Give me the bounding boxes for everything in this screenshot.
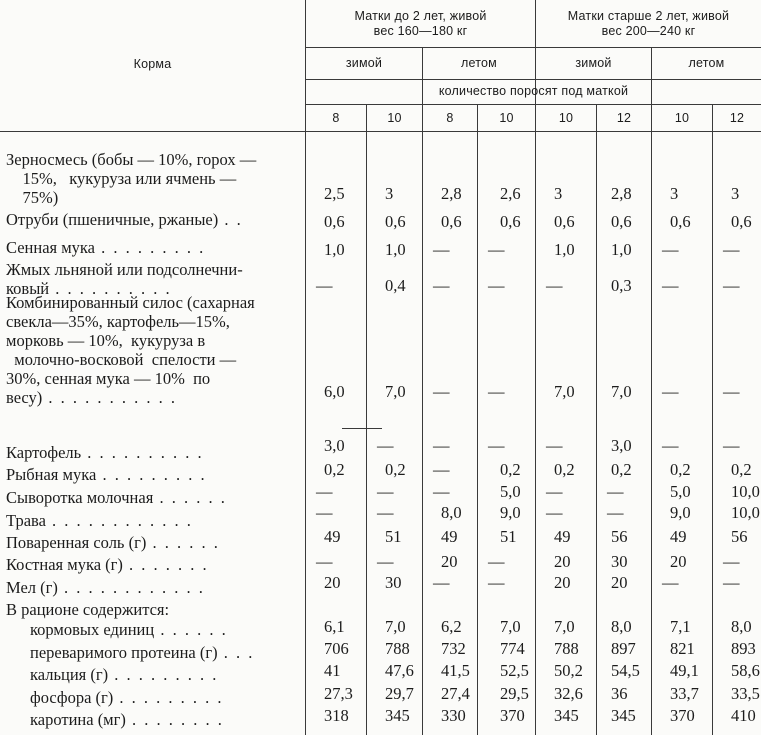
value-cell: 6,2 <box>441 617 462 636</box>
col-divider-1 <box>366 104 367 735</box>
value-cell: — <box>316 503 333 522</box>
feed-name <box>6 555 298 574</box>
leader-dots: . . . . . . . . . . . <box>42 388 178 407</box>
group-young-line1: Матки до 2 лет, живой <box>354 9 487 23</box>
value-cell: 52,5 <box>500 661 529 680</box>
value-cell: — <box>488 552 505 571</box>
leader-dots: . . . . . . . . <box>125 710 224 729</box>
feed-name-text: Комбинированный силос (сахарная <box>6 293 255 312</box>
value-cell: 49 <box>324 527 341 546</box>
value-cell: 41,5 <box>441 661 470 680</box>
value-cell: 732 <box>441 639 466 658</box>
value-cell: — <box>723 436 740 455</box>
value-cell: 7,0 <box>500 617 521 636</box>
feed-name-text: Мел (г) <box>6 578 58 597</box>
value-cell: 5,0 <box>500 482 521 501</box>
leader-dots: . . . . . . . . . <box>113 688 224 707</box>
feed-name-line <box>6 388 298 407</box>
value-cell: — <box>433 240 450 259</box>
col-divider-5 <box>596 104 597 735</box>
value-cell: 3 <box>554 184 563 203</box>
feed-name <box>6 293 298 407</box>
feed-name-text: Костная мука (г) <box>6 555 123 574</box>
value-cell: 0,2 <box>385 460 406 479</box>
feed-name-text: Трава <box>6 511 46 530</box>
value-cell: 0,6 <box>731 212 752 231</box>
value-cell: — <box>607 482 624 501</box>
leader-dots: . . . . . . . . . . . . <box>45 511 193 530</box>
value-cell: — <box>316 276 333 295</box>
feed-name-line <box>6 312 298 331</box>
value-cell: 0,6 <box>324 212 345 231</box>
value-cell: 36 <box>611 684 628 703</box>
group-old-header <box>536 9 761 39</box>
leader-dots: . . . . . . <box>146 533 220 552</box>
feed-name-text: 75%) <box>6 188 59 207</box>
col-divider-3 <box>477 104 478 735</box>
value-cell: 2,5 <box>324 184 345 203</box>
value-cell: 58,6 <box>731 661 760 680</box>
leader-dots: . . . . . . . . . . <box>49 279 172 298</box>
piglet-count-cell: 8 <box>332 111 340 125</box>
feed-name-text: 30%, сенная мука — 10% по <box>6 369 211 388</box>
value-cell: 2,8 <box>441 184 462 203</box>
group-young-header <box>306 9 535 39</box>
value-cell: 2,6 <box>500 184 521 203</box>
value-cell: 47,6 <box>385 661 414 680</box>
value-cell: 0,2 <box>611 460 632 479</box>
young-summer-header: летом <box>461 56 497 70</box>
value-cell: 0,2 <box>324 460 345 479</box>
group-old-line1: Матки старше 2 лет, живой <box>567 9 730 23</box>
feed-name-line <box>6 620 298 639</box>
value-cell: 20 <box>554 552 571 571</box>
value-cell: 7,0 <box>385 382 406 401</box>
leader-dots: . . <box>218 210 243 229</box>
value-cell: 345 <box>554 706 579 725</box>
feed-name-text: весу) <box>6 388 43 407</box>
leader-dots: . . . . . . . . . <box>95 238 206 257</box>
value-cell: 0,6 <box>611 212 632 231</box>
value-cell: 318 <box>324 706 349 725</box>
value-cell: 706 <box>324 639 349 658</box>
feed-name-line <box>6 511 298 530</box>
feed-name-line <box>6 169 298 188</box>
value-cell: 20 <box>441 552 458 571</box>
feed-name <box>6 578 298 597</box>
value-cell: 7,0 <box>554 617 575 636</box>
value-cell: 0,2 <box>500 460 521 479</box>
feed-name-text: фосфора (г) <box>30 688 114 707</box>
value-cell: — <box>377 482 394 501</box>
value-cell: 3 <box>731 184 740 203</box>
value-cell: 49 <box>554 527 571 546</box>
value-cell: 50,2 <box>554 661 583 680</box>
value-cell: 788 <box>554 639 579 658</box>
leader-dots: . . . . . . <box>153 488 227 507</box>
feed-name-line <box>6 293 298 312</box>
feed-name <box>6 710 298 729</box>
feed-name <box>6 465 298 484</box>
value-cell: 8,0 <box>731 617 752 636</box>
feed-name-line <box>6 443 298 462</box>
value-cell: 0,6 <box>441 212 462 231</box>
feed-name-line <box>6 238 298 257</box>
value-cell: 0,2 <box>731 460 752 479</box>
value-cell: 1,0 <box>324 240 345 259</box>
feed-name <box>6 688 298 707</box>
feed-name <box>6 443 298 462</box>
value-cell: — <box>316 552 333 571</box>
value-cell: 20 <box>670 552 687 571</box>
value-cell: — <box>433 460 450 479</box>
col-divider-7 <box>712 104 713 735</box>
old-winter-header: зимой <box>575 56 612 70</box>
value-cell: 49,1 <box>670 661 699 680</box>
leader-dots: . . . <box>217 643 255 662</box>
feed-name-line <box>6 688 298 707</box>
value-cell: — <box>377 436 394 455</box>
value-cell: — <box>546 482 563 501</box>
feed-name-line <box>6 710 298 729</box>
feed-name <box>6 600 298 619</box>
value-cell: 3 <box>670 184 679 203</box>
feed-name-line <box>6 665 298 684</box>
feed-name-line <box>6 350 298 369</box>
value-cell: 30 <box>611 552 628 571</box>
feed-name-text: В рационе содержится: <box>6 600 170 619</box>
value-cell: 20 <box>554 573 571 592</box>
value-cell: — <box>488 240 505 259</box>
value-cell: 774 <box>500 639 525 658</box>
value-cell: 33,5 <box>731 684 760 703</box>
value-cell: — <box>433 573 450 592</box>
feed-name-line <box>6 465 298 484</box>
feed-name-line <box>6 578 298 597</box>
feed-name-text: каротина (мг) <box>30 710 126 729</box>
feed-name-text: Рыбная мука <box>6 465 97 484</box>
leader-dots: . . . . . . . . . . . . <box>57 578 205 597</box>
feed-name-text: морковь — 10%, кукуруза в <box>6 331 206 350</box>
leader-dots: . . . . . . . . . <box>96 465 207 484</box>
value-cell: 29,5 <box>500 684 529 703</box>
value-cell: 897 <box>611 639 636 658</box>
feed-name-line <box>6 600 298 619</box>
piglets-header: количество поросят под маткой <box>438 84 629 98</box>
value-cell: — <box>546 436 563 455</box>
group-old-line2: вес 200—240 кг <box>601 24 696 38</box>
value-cell: 7,0 <box>611 382 632 401</box>
value-cell: — <box>607 503 624 522</box>
value-cell: 27,3 <box>324 684 353 703</box>
value-cell: — <box>433 276 450 295</box>
value-cell: — <box>723 382 740 401</box>
value-cell: 32,6 <box>554 684 583 703</box>
value-cell: 821 <box>670 639 695 658</box>
value-cell: 345 <box>385 706 410 725</box>
piglet-count-cell: 12 <box>616 111 632 125</box>
value-cell: 20 <box>611 573 628 592</box>
col-divider-2 <box>422 104 423 735</box>
value-cell: 8,0 <box>441 503 462 522</box>
value-cell: — <box>546 276 563 295</box>
value-cell: 410 <box>731 706 756 725</box>
feed-name <box>6 488 298 507</box>
feed-name <box>6 665 298 684</box>
feed-name-line <box>6 331 298 350</box>
header-bottom-rule <box>0 131 761 132</box>
value-cell: 51 <box>385 527 402 546</box>
feed-name-text: Сенная мука <box>6 238 96 257</box>
value-cell: — <box>433 436 450 455</box>
piglets-rule <box>305 104 761 105</box>
value-cell: 893 <box>731 639 756 658</box>
value-cell: 345 <box>611 706 636 725</box>
season-rule <box>305 79 761 80</box>
feed-name-line <box>6 150 298 169</box>
value-cell: — <box>488 276 505 295</box>
value-cell: 10,0 <box>731 482 760 501</box>
value-cell: 56 <box>611 527 628 546</box>
value-cell: — <box>377 552 394 571</box>
value-cell: — <box>316 482 333 501</box>
value-cell: — <box>433 382 450 401</box>
piglet-count-cell: 10 <box>499 111 514 125</box>
value-cell: 20 <box>324 573 341 592</box>
piglet-count-cell: 10 <box>674 111 690 125</box>
feed-name <box>6 643 298 662</box>
value-cell: 7,0 <box>554 382 575 401</box>
feeds-header-label: Корма <box>133 57 172 71</box>
feed-name-text: кормовых единиц <box>30 620 155 639</box>
col-divider-6 <box>651 104 652 735</box>
feed-name <box>6 511 298 530</box>
feed-name-line <box>6 533 298 552</box>
young-winter-header: зимой <box>345 56 383 70</box>
group-young-line2: вес 160—180 кг <box>373 24 468 38</box>
value-cell: 0,2 <box>670 460 691 479</box>
value-cell: — <box>662 573 679 592</box>
value-cell: — <box>662 436 679 455</box>
feed-name-line <box>6 260 298 279</box>
feed-name <box>6 150 298 207</box>
value-cell: 9,0 <box>670 503 691 522</box>
value-cell: — <box>723 276 740 295</box>
value-cell: 7,0 <box>385 617 406 636</box>
feed-name <box>6 238 298 257</box>
value-cell: — <box>433 482 450 501</box>
leader-dots: . . . . . . <box>154 620 228 639</box>
value-cell: 1,0 <box>385 240 406 259</box>
value-cell: 8,0 <box>611 617 632 636</box>
feed-name <box>6 210 298 229</box>
value-cell: — <box>546 503 563 522</box>
value-cell: — <box>723 552 740 571</box>
feed-name-text: ковый <box>6 279 50 298</box>
value-cell: 54,5 <box>611 661 640 680</box>
value-cell: 27,4 <box>441 684 470 703</box>
value-cell: 370 <box>500 706 525 725</box>
feed-name-text: 15%, кукуруза или ячмень — <box>6 169 237 188</box>
value-cell: 3 <box>385 184 394 203</box>
value-cell: — <box>723 573 740 592</box>
feed-name-text: Зерносмесь (бобы — 10%, горох — <box>6 150 257 169</box>
feed-name-line <box>6 188 298 207</box>
value-cell: 0,3 <box>611 276 632 295</box>
feed-name-line <box>6 488 298 507</box>
value-cell: — <box>723 240 740 259</box>
piglet-count-cell: 8 <box>446 111 454 125</box>
value-cell: 41 <box>324 661 341 680</box>
feed-name-line <box>6 555 298 574</box>
value-cell: — <box>377 503 394 522</box>
leader-dots: . . . . . . . . . . <box>81 443 204 462</box>
feed-name <box>6 533 298 552</box>
value-cell: 3,0 <box>611 436 632 455</box>
feed-name-text: Жмых льняной или подсолнечни- <box>6 260 243 279</box>
value-cell: — <box>488 573 505 592</box>
value-cell: 0,6 <box>670 212 691 231</box>
value-cell: 56 <box>731 527 748 546</box>
value-cell: 30 <box>385 573 402 592</box>
value-cell: — <box>662 382 679 401</box>
piglet-count-cell: 10 <box>558 111 574 125</box>
feed-name-line <box>6 643 298 662</box>
leader-dots: . . . . . . . . . <box>108 665 219 684</box>
feed-name-line <box>6 210 298 229</box>
feed-name-text: Картофель <box>6 443 82 462</box>
value-cell: 0,4 <box>385 276 406 295</box>
value-cell: 2,8 <box>611 184 632 203</box>
value-cell: 29,7 <box>385 684 414 703</box>
leader-dots: . . . . . . . <box>122 555 209 574</box>
value-cell: — <box>662 276 679 295</box>
value-cell: 1,0 <box>554 240 575 259</box>
feed-name-line <box>6 369 298 388</box>
value-cell: 788 <box>385 639 410 658</box>
value-cell: — <box>488 382 505 401</box>
feed-name-text: Сыворотка молочная <box>6 488 154 507</box>
value-cell: 1,0 <box>611 240 632 259</box>
value-cell: 7,1 <box>670 617 691 636</box>
feed-name-text: Поваренная соль (г) <box>6 533 147 552</box>
value-cell: 9,0 <box>500 503 521 522</box>
feeds-header <box>0 57 305 72</box>
feed-name-text: кальция (г) <box>30 665 109 684</box>
value-cell: — <box>488 436 505 455</box>
value-cell: 0,6 <box>500 212 521 231</box>
group-rule <box>305 47 761 48</box>
value-cell: 10,0 <box>731 503 760 522</box>
value-cell: 6,0 <box>324 382 345 401</box>
piglet-count-cell: 12 <box>729 111 745 125</box>
value-cell: 0,6 <box>554 212 575 231</box>
value-cell: 330 <box>441 706 466 725</box>
value-cell: 3,0 <box>324 436 345 455</box>
value-cell: 0,2 <box>554 460 575 479</box>
value-cell: 33,7 <box>670 684 699 703</box>
feed-name-text: молочно-восковой спелости — <box>6 350 237 369</box>
feed-name-text: свекла—35%, картофель—15%, <box>6 312 230 331</box>
value-cell: 370 <box>670 706 695 725</box>
old-summer-header: летом <box>688 56 725 70</box>
feed-name <box>6 620 298 639</box>
value-cell: 49 <box>670 527 687 546</box>
value-cell: 5,0 <box>670 482 691 501</box>
feed-name-text: Отруби (пшеничные, ржаные) <box>6 210 219 229</box>
value-cell: 51 <box>500 527 517 546</box>
piglet-count-cell: 10 <box>387 111 402 125</box>
value-cell: 0,6 <box>385 212 406 231</box>
feed-name-text: переваримого протеина (г) <box>30 643 218 662</box>
value-cell: 49 <box>441 527 458 546</box>
value-cell: 6,1 <box>324 617 345 636</box>
value-cell: — <box>662 240 679 259</box>
short-separator <box>342 428 382 429</box>
